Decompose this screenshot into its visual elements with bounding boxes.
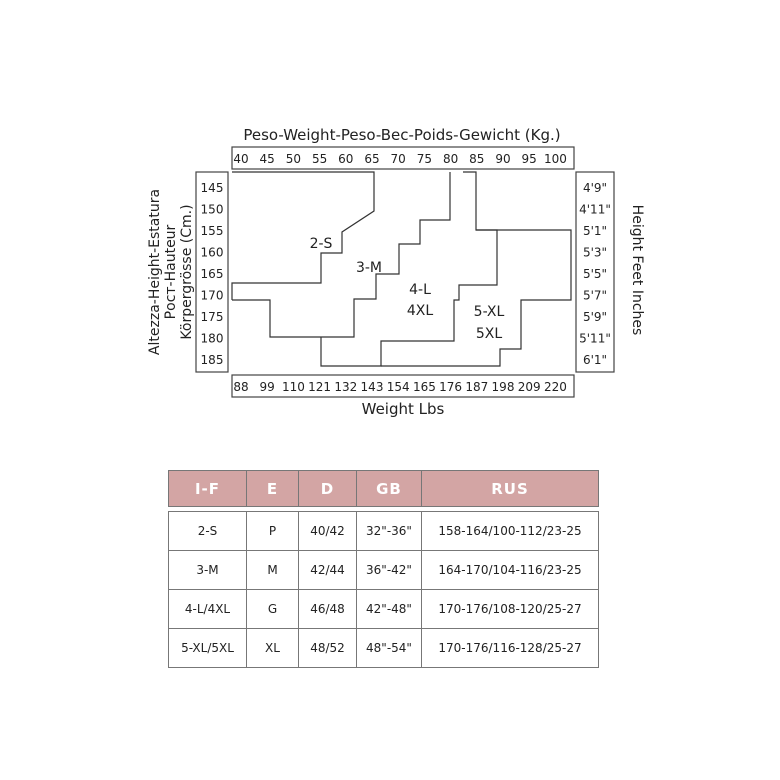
ft-tick-label-7: 5'11" [579, 331, 611, 346]
height-cm-title-line-1: Altezza-Height-Estatura [147, 188, 163, 356]
zone-5xl-boundary [381, 230, 571, 366]
lbs-tick-label-6: 154 [386, 380, 410, 394]
cell-rus: 164-170/104-116/23-25 [422, 551, 599, 590]
lbs-tick-label-9: 187 [465, 380, 489, 394]
zone-5xl-alt-label: 5XL [475, 326, 503, 342]
zone-2s-label: 2-S [309, 236, 333, 252]
ft-tick-label-2: 5'1" [582, 224, 608, 238]
cm-tick-label-5: 170 [200, 288, 224, 303]
table-header-row [169, 471, 599, 507]
cm-tick-label-8: 185 [200, 353, 224, 367]
header-e: E [247, 471, 299, 507]
table-row [169, 512, 599, 551]
lbs-tick-label-3: 121 [308, 380, 332, 394]
cell-d: 48/52 [299, 629, 357, 668]
cell-rus: 170-176/108-120/25-27 [422, 590, 599, 629]
kg-tick-label-8: 80 [442, 152, 459, 166]
ft-tick-label-0: 4'9" [582, 181, 608, 195]
ft-tick-label-8: 6'1" [582, 353, 608, 367]
cm-tick-label-0: 145 [200, 181, 224, 195]
cell-if: 5-XL/5XL [169, 629, 247, 668]
lbs-tick-label-2: 110 [281, 380, 305, 394]
cm-tick-label-7: 180 [200, 331, 224, 346]
cm-tick-label-1: 150 [200, 202, 224, 217]
kg-tick-label-12: 100 [543, 152, 567, 166]
kg-tick-label-9: 85 [469, 152, 485, 166]
cm-tick-label-3: 160 [200, 245, 224, 260]
zone-3m-label: 3-M [355, 260, 383, 276]
size-conversion-table [168, 470, 599, 668]
cell-e: XL [247, 629, 299, 668]
kg-tick-label-5: 65 [364, 152, 380, 166]
cell-d: 42/44 [299, 551, 357, 590]
zone-5xl-label: 5-XL [473, 304, 505, 320]
ft-tick-label-5: 5'7" [582, 288, 608, 303]
kg-tick-label-10: 90 [495, 152, 511, 166]
zone-2s-boundary [232, 172, 374, 300]
cell-gb: 32"-36" [357, 512, 422, 551]
size-zones [232, 172, 571, 366]
zone-4xl-label: 4XL [406, 303, 434, 319]
kg-tick-label-2: 50 [285, 152, 302, 166]
cell-if: 3-M [169, 551, 247, 590]
lbs-tick-label-0: 88 [233, 380, 249, 394]
table-row [169, 629, 599, 668]
ft-tick-label-3: 5'3" [582, 245, 608, 260]
cell-gb: 36"-42" [357, 551, 422, 590]
header-if: I-F [169, 471, 247, 507]
header-gb: GB [357, 471, 422, 507]
kg-tick-label-6: 70 [390, 152, 406, 166]
kg-tick-label-1: 45 [259, 152, 275, 166]
cm-ticks [201, 181, 224, 367]
cell-d: 40/42 [299, 512, 357, 551]
header-rus: RUS [422, 471, 599, 507]
ft-ticks [579, 181, 611, 367]
kg-tick-label-11: 95 [521, 152, 537, 166]
kg-tick-label-0: 40 [233, 152, 249, 166]
lbs-tick-label-10: 198 [491, 380, 515, 394]
cell-e: P [247, 512, 299, 551]
cell-if: 2-S [169, 512, 247, 551]
cell-if: 4-L/4XL [169, 590, 247, 629]
height-cm-title [147, 189, 195, 355]
lbs-tick-label-1: 99 [259, 380, 275, 394]
table-row [169, 590, 599, 629]
kg-tick-label-7: 75 [416, 152, 433, 166]
zone-4l-label: 4-L [409, 282, 431, 298]
lbs-tick-label-8: 176 [439, 380, 463, 394]
kg-tick-label-3: 55 [311, 152, 328, 166]
cm-tick-label-6: 175 [200, 310, 224, 324]
lbs-tick-label-7: 165 [412, 380, 436, 394]
cell-rus: 170-176/116-128/25-27 [422, 629, 599, 668]
cell-e: M [247, 551, 299, 590]
cm-tick-label-2: 155 [200, 224, 224, 238]
ft-tick-label-6: 5'9" [582, 310, 608, 324]
cell-d: 46/48 [299, 590, 357, 629]
lbs-tick-label-12: 220 [543, 380, 567, 394]
height-ft-title: Height Feet Inches [629, 204, 645, 336]
header-d: D [299, 471, 357, 507]
table-row [169, 551, 599, 590]
cell-gb: 48"-54" [357, 629, 422, 668]
weight-lbs-title: Weight Lbs [361, 400, 445, 418]
lbs-tick-label-5: 143 [360, 380, 384, 394]
cell-e: G [247, 590, 299, 629]
lbs-ticks [233, 380, 566, 394]
height-cm-title-line-3: Körpergrösse (Cm.) [179, 204, 195, 340]
height-cm-title-line-2: Рост-Hauteur [163, 224, 179, 320]
kg-tick-label-4: 60 [338, 152, 354, 166]
lbs-tick-label-4: 132 [334, 380, 358, 394]
cell-rus: 158-164/100-112/23-25 [422, 512, 599, 551]
cell-gb: 42"-48" [357, 590, 422, 629]
cm-tick-label-4: 165 [200, 267, 224, 281]
ft-tick-label-1: 4'11" [579, 202, 611, 217]
lbs-tick-label-11: 209 [517, 380, 541, 394]
weight-kg-title: Peso-Weight-Peso-Bec-Poids-Gewicht (Kg.) [243, 126, 561, 144]
kg-ticks [233, 152, 566, 166]
ft-tick-label-4: 5'5" [582, 267, 608, 281]
